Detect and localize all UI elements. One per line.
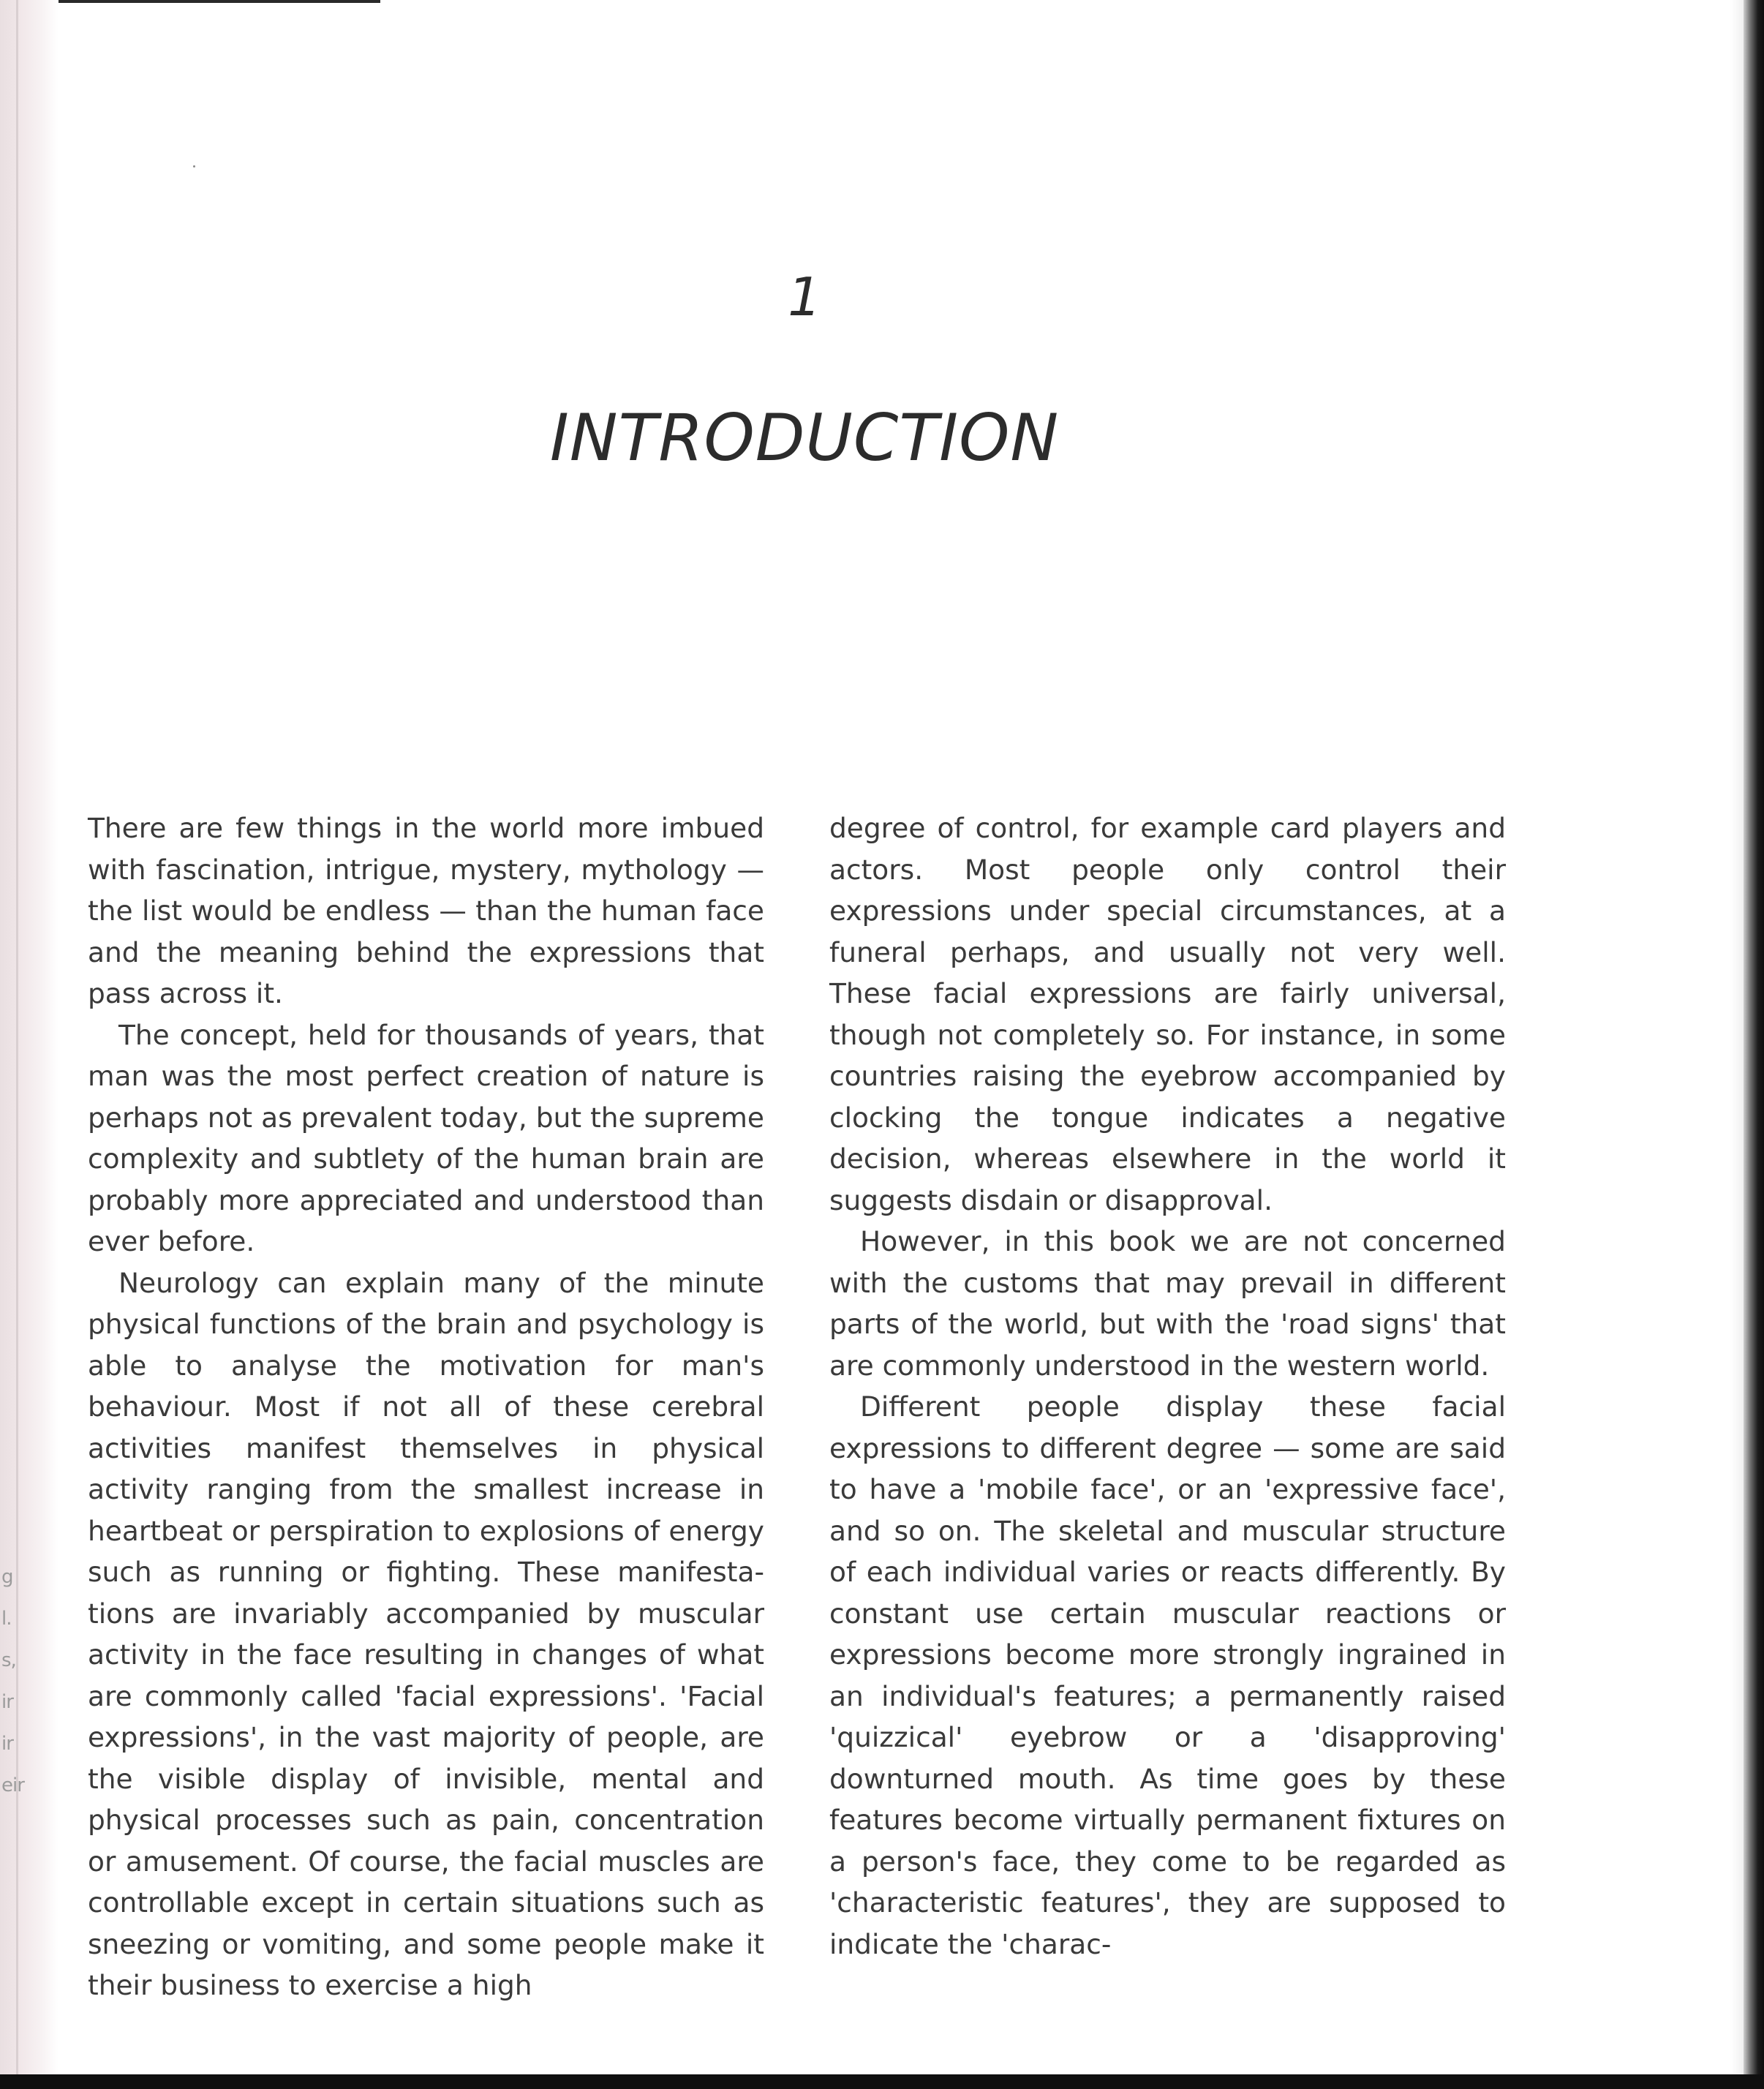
paragraph: degree of control, for example card players and actors. Most people only control their expressions under special circumstances, at a funeral perhaps, and usually not very well. These facial expressions are fairly universal, though not completely so. For instance, in some countries raising the eyebrow accompanied by clocking the tongue indicates a negative decision, whereas elsewhere in the world it suggests disdain or disapproval.: [829, 812, 1506, 1216]
fragment: ir: [1, 1691, 13, 1713]
right-column: [829, 808, 1506, 1965]
left-column: [88, 808, 764, 2006]
fragment: s,: [1, 1649, 16, 1671]
chapter-title: INTRODUCTION: [549, 400, 1060, 475]
paragraph: Different people display these facial expressions to different degree — some are said to have a 'mobile face', or an 'expressive face', and so on. The skeletal and muscular structure of each individual varies or reacts differently. By constant use certain muscular reactions or expressions become more strongly ingrained in an individual's features; a permanently raised 'quizzical' eyebrow or a 'disapproving' downturned mouth. As time goes by these features become virtually permanent fixtures on a person's face, they come to be regarded as 'characteristic features', they are supposed to indicate the 'charac-: [829, 1390, 1506, 1960]
scan-bottom-edge: [0, 2074, 1764, 2089]
paragraph: Neurology can explain many of the minute physical functions of the brain and psychology is able to analyse the motivation for man's behaviour. Most if not all of these cerebral activities manifest themselves in physical activity ranging from the smallest increase in heartbeat or perspiration to explosions of energy such as running or fighting. These manifestations are invariably accompanied by muscular activity in the face resulting in changes of what are commonly called 'facial expressions'. 'Facial expressions', in the vast majority of people, are the visible display of invisible, mental and physical processes such as pain, concentration or amusement. Of course, the facial muscles are controllable except in certain situations such as sneezing or vomiting, and some people make it their business to exercise a high: [88, 1266, 764, 2001]
fragment: g: [1, 1566, 13, 1588]
paragraph: There are few things in the world more imbued with fascination, intrigue, mystery, mythology — the list would be endless — than the human face and the meaning behind the expressions that pass across it.: [88, 812, 764, 1009]
fragment: l.: [1, 1608, 12, 1630]
paragraph: The concept, held for thousands of years, that man was the most perfect creation of nature is perhaps not as prevalent today, but the supreme complexity and subtlety of the human brain are probably more appreciated and understood than ever before.: [88, 1018, 764, 1257]
book-edge-shadow: [1744, 0, 1764, 2089]
paragraph: However, in this book we are not concerned with the customs that may prevail in different parts of the world, but with the 'road signs' that are commonly understood in the western world.: [829, 1225, 1506, 1382]
fragment: eir: [1, 1774, 24, 1796]
scan-speck: [193, 165, 195, 168]
fragment: ir: [1, 1733, 13, 1755]
previous-page-fragments: [1, 1557, 26, 1807]
page-edge-highlight: [1730, 0, 1744, 2089]
chapter-number: 1: [788, 266, 821, 328]
